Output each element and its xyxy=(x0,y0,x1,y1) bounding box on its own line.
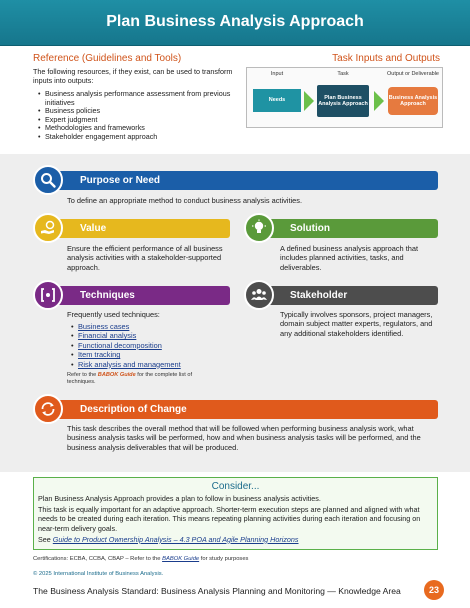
input-column-label: Input xyxy=(270,71,284,77)
copyright: © 2025 International Institute of Business Analysis. xyxy=(33,571,164,577)
reference-list xyxy=(38,90,243,142)
output-column-label: Output or Deliverable xyxy=(387,71,439,77)
babok-guide-link[interactable]: BABOK Guide xyxy=(97,372,136,378)
techniques-intro: Frequently used techniques: xyxy=(67,310,160,319)
cert-suffix: for study purposes xyxy=(199,556,249,562)
cert-prefix: Certifications: ECBA, CCBA, CBAP – Refer to the xyxy=(33,556,163,562)
page-number: 23 xyxy=(424,580,444,600)
technique-link[interactable]: • Risk analysis and management xyxy=(71,360,181,369)
reference-title: Reference (Guidelines and Tools) xyxy=(33,53,182,64)
solution-text: A defined business analysis approach that includes planned activities, tasks, and deliverables. xyxy=(280,244,419,272)
cycle-arrows-icon xyxy=(33,394,63,424)
task-io-diagram xyxy=(246,67,443,128)
magnifier-icon xyxy=(33,165,63,195)
page-title: Plan Business Analysis Approach xyxy=(106,13,364,30)
technique-link[interactable]: • Functional decomposition xyxy=(71,341,181,350)
input-needs-box: Needs xyxy=(253,89,301,112)
techniques-list xyxy=(71,322,181,369)
output-box: Business Analysis Approach xyxy=(388,87,438,115)
see-prefix: See xyxy=(38,534,53,544)
value-text: Ensure the efficient performance of all business analysis activities with a stakeholder-supported approach. xyxy=(67,244,223,272)
change-heading: Description of Change xyxy=(50,400,438,419)
note-prefix: Refer to the xyxy=(67,372,98,378)
list-item: • Business policies xyxy=(38,107,243,116)
consider-see-also xyxy=(38,535,433,544)
note-suffix: for the complete list of techniques. xyxy=(67,372,192,385)
babok-guide-link[interactable]: BABOK Guide xyxy=(162,556,200,562)
technique-link[interactable]: • Item tracking xyxy=(71,350,181,359)
arrow-right-icon xyxy=(304,91,314,111)
arrow-right-icon xyxy=(374,91,384,111)
technique-link[interactable]: • Business cases xyxy=(71,322,181,331)
techniques-note xyxy=(67,372,217,386)
consider-paragraph: This task is equally important for an adaptive approach. Shorter-term execution steps are planned and aligned with what needs to be created during each iteration. This means repeating planning activities during each iteration and focusing on near-term delivery goals. xyxy=(38,505,421,533)
footer-title: The Business Analysis Standard: Business Analysis Planning and Monitoring — Knowledge Area xyxy=(33,586,401,596)
list-item: • Expert judgment xyxy=(38,116,243,125)
stakeholder-text: Typically involves sponsors, project managers, domain subject matter experts, regulators, and any additional stakeholders identified. xyxy=(280,310,433,338)
lightbulb-icon xyxy=(244,213,274,243)
people-group-icon xyxy=(244,280,274,310)
purpose-heading: Purpose or Need xyxy=(50,171,438,190)
bracket-dot-icon xyxy=(33,280,63,310)
hand-money-icon xyxy=(33,213,63,243)
purpose-text: To define an appropriate method to conduct business analysis activities. xyxy=(67,196,302,205)
techniques-heading: Techniques xyxy=(50,286,230,305)
consider-title: Consider... xyxy=(211,481,260,492)
list-item: • Business analysis performance assessment from previous initiatives xyxy=(38,90,243,107)
list-item: • Stakeholder engagement approach xyxy=(38,133,243,142)
consider-box xyxy=(33,477,438,550)
task-column-label: Task xyxy=(337,71,349,77)
technique-link[interactable]: • Financial analysis xyxy=(71,331,181,340)
task-io-title: Task Inputs and Outputs xyxy=(332,53,440,64)
reference-intro: The following resources, if they exist, can be used to transform inputs into outputs: xyxy=(33,67,233,85)
consider-paragraph: Plan Business Analysis Approach provides a plan to follow in business analysis activities. xyxy=(38,494,321,503)
page-header xyxy=(0,0,470,46)
solution-heading: Solution xyxy=(260,219,438,238)
change-text: This task describes the overall method that will be followed when performing business analysis work, what business analysis tasks will be performed, how and when business analysis tasks will be performed, and the business analysis deliverables that will be produced. xyxy=(67,424,421,452)
stakeholder-heading: Stakeholder xyxy=(260,286,438,305)
poa-guide-link[interactable]: Guide to Product Ownership Analysis – 4.3 POA and Agile Planning Horizons xyxy=(52,534,299,544)
task-box: Plan Business Analysis Approach xyxy=(317,85,369,117)
list-item: • Methodologies and frameworks xyxy=(38,124,243,133)
certifications-note xyxy=(33,556,248,562)
value-heading: Value xyxy=(50,219,230,238)
